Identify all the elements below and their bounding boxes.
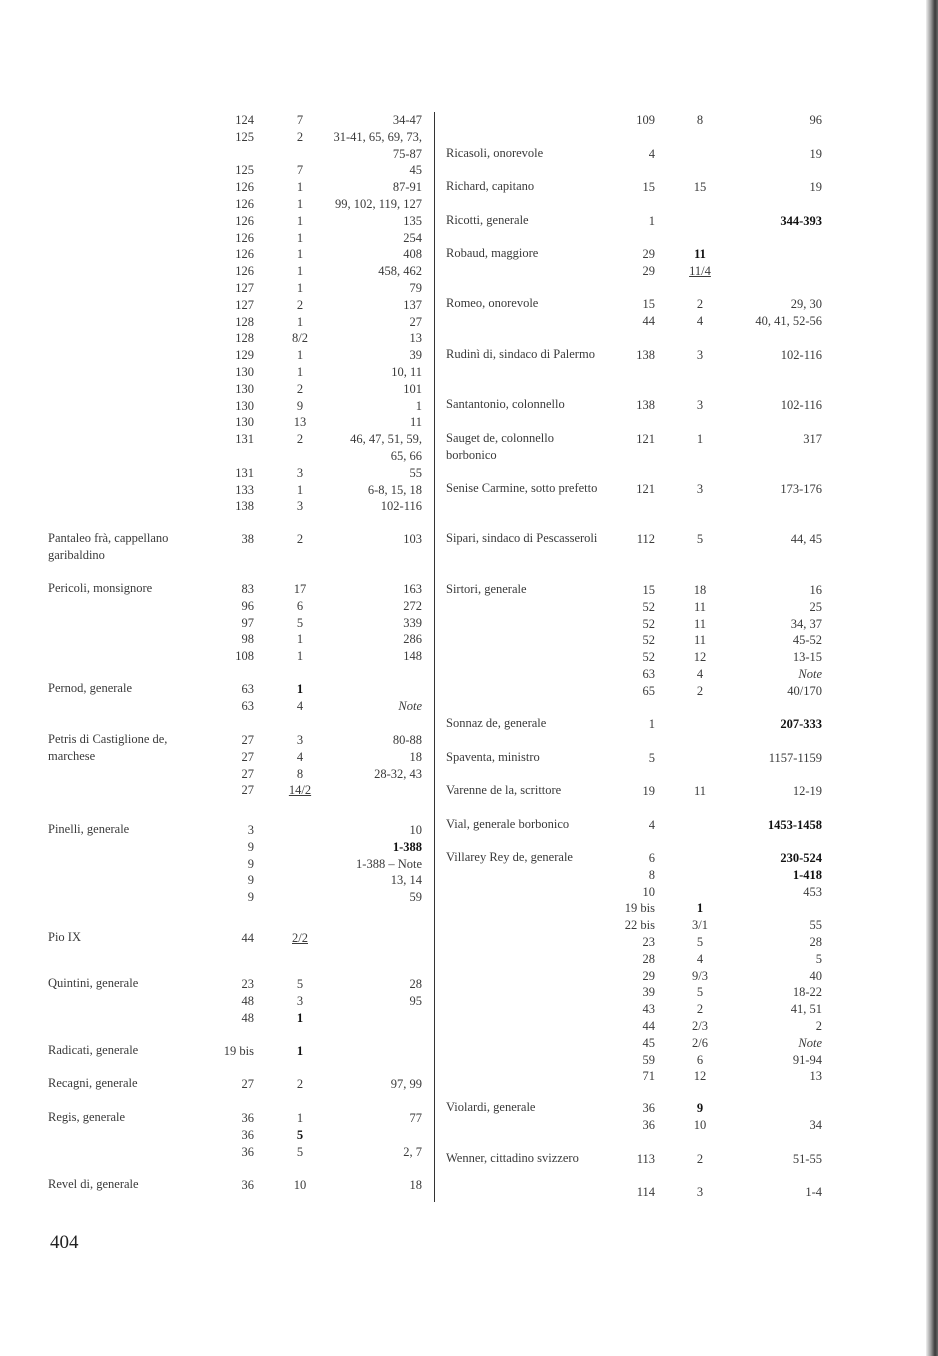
volume-number: 8 [648, 867, 655, 882]
index-entry-name: Ricasoli, onorevole [446, 146, 544, 160]
page-reference: 19 [809, 147, 822, 161]
volume-number: 44 [642, 313, 655, 328]
page-reference: 34 [809, 1117, 822, 1132]
document-number: 1 [296, 230, 304, 245]
page-reference: 1-388 – Note [356, 856, 422, 871]
index-entry-name: Sipari, sindaco di Pescasseroli [446, 531, 598, 545]
volume-number: 126 [235, 230, 254, 245]
volume-number: 130 [235, 365, 254, 379]
page-reference: 254 [403, 230, 422, 245]
volume-number: 130 [235, 398, 254, 413]
document-number: 3 [296, 499, 304, 514]
document-number: 8 [696, 113, 704, 127]
volume-number: 23 [642, 935, 655, 949]
page-reference: 34, 37 [790, 616, 822, 631]
volume-number: 19 [642, 784, 655, 798]
volume-number: 27 [241, 749, 254, 764]
document-number: 3/1 [692, 918, 708, 933]
document-number: 9/3 [692, 968, 708, 983]
volume-number: 124 [235, 113, 254, 127]
volume-number: 27 [241, 766, 254, 781]
volume-number: 83 [241, 582, 254, 596]
document-number: 1 [296, 314, 304, 329]
document-number: 11 [693, 599, 707, 614]
page-binding-shadow [926, 0, 938, 1356]
page-reference: 102-116 [380, 499, 422, 514]
volume-number: 9 [247, 839, 254, 854]
volume-number: 10 [642, 884, 655, 899]
volume-number: 1 [648, 717, 655, 731]
volume-number: 6 [648, 851, 655, 865]
volume-number: 5 [648, 751, 655, 765]
page-reference: 40 [809, 968, 822, 983]
page-reference: 29, 30 [790, 297, 822, 311]
page-reference: 46, 47, 51, 59, [350, 432, 422, 447]
document-number: 3 [696, 348, 704, 362]
volume-number: 109 [636, 113, 655, 127]
document-number: 5 [296, 615, 304, 630]
page-reference: 207-333 [780, 717, 822, 731]
page-reference: 44, 45 [790, 532, 822, 546]
index-entry-name: Pernod, generale [48, 681, 132, 695]
volume-number: 121 [636, 432, 655, 446]
page-reference: 18 [409, 749, 422, 764]
volume-number: 28 [642, 951, 655, 966]
document-number: 17 [293, 582, 307, 596]
volume-number: 4 [648, 818, 655, 832]
page-reference: 317 [803, 432, 822, 446]
index-entry-name: Ricotti, generale [446, 213, 529, 227]
page-reference: 77 [409, 1111, 422, 1125]
page-reference: 10, 11 [391, 365, 422, 379]
page-reference: 28 [409, 977, 422, 991]
volume-number: 126 [235, 197, 254, 211]
volume-number: 52 [642, 650, 655, 665]
page-reference: 339 [403, 615, 422, 630]
page-reference: 13 [409, 331, 422, 346]
page-reference: 11 [409, 415, 422, 430]
volume-number: 48 [241, 993, 254, 1008]
page-reference: 87-91 [392, 180, 422, 195]
document-number: 1 [296, 1111, 304, 1125]
volume-number: 4 [648, 147, 655, 161]
page-reference: 27 [409, 314, 422, 329]
page-reference: Note [398, 698, 422, 713]
index-entry-name: Sonnaz de, generale [446, 716, 547, 730]
document-number: 11/4 [689, 263, 711, 278]
page-reference: 80-88 [392, 733, 422, 747]
document-number: 1 [296, 264, 304, 279]
document-number: 2 [296, 532, 304, 546]
page-reference: 1-388 [392, 839, 422, 854]
page-reference: 19 [809, 180, 822, 194]
page-reference: Note [798, 667, 822, 681]
document-number: 2/3 [692, 1019, 708, 1033]
volume-number: 126 [235, 264, 254, 279]
document-number: 5 [696, 532, 704, 546]
document-number: 10 [293, 1178, 307, 1192]
document-number: 8 [296, 766, 304, 781]
document-number: 1 [296, 197, 304, 211]
page-reference: 31-41, 65, 69, 73, [333, 129, 422, 144]
page-reference: 2 [815, 1019, 822, 1033]
page-reference: 408 [403, 247, 422, 262]
page-reference: 453 [803, 884, 822, 899]
page-reference: 79 [409, 281, 422, 295]
page-reference: 18 [409, 1178, 422, 1192]
page-reference: 101 [403, 381, 422, 396]
volume-number: 125 [235, 163, 254, 178]
document-number: 2 [696, 1002, 704, 1017]
volume-number: 133 [235, 482, 254, 497]
page-reference: 103 [403, 532, 422, 546]
volume-number: 127 [235, 281, 254, 295]
document-number: 2/2 [292, 931, 308, 945]
page-reference: 102-116 [780, 398, 822, 412]
index-entry-name: Robaud, maggiore [446, 246, 539, 260]
page-reference: 45-52 [792, 633, 822, 648]
document-number: 3 [696, 482, 704, 496]
document-number: 3 [696, 1185, 704, 1199]
page-reference: 6-8, 15, 18 [367, 482, 422, 497]
page-reference: 28-32, 43 [374, 766, 422, 781]
document-number: 4 [296, 749, 304, 764]
index-entry-name: Vial, generale borbonico [446, 817, 570, 831]
index-entry-name: Quintini, generale [48, 976, 139, 990]
index-entry-name: Varenne de la, scrittore [446, 783, 562, 797]
volume-number: 15 [642, 180, 655, 194]
document-number: 15 [693, 180, 707, 194]
document-number: 2 [696, 1152, 704, 1166]
index-entry-name: Wenner, cittadino svizzero [446, 1151, 579, 1165]
page-reference: 65, 66 [390, 449, 422, 463]
page-reference: 28 [809, 935, 822, 949]
page-reference: 148 [403, 649, 422, 664]
page-reference: 13, 14 [390, 873, 422, 888]
volume-number: 114 [636, 1185, 655, 1199]
volume-number: 19 bis [223, 1044, 254, 1058]
document-number: 12 [693, 650, 707, 665]
volume-number: 97 [241, 615, 254, 630]
volume-number: 126 [235, 247, 254, 262]
volume-number: 48 [241, 1010, 254, 1025]
page-reference: 344-393 [780, 214, 822, 228]
volume-number: 63 [241, 682, 254, 696]
document-number: 7 [296, 113, 304, 127]
document-number: 8/2 [292, 331, 308, 346]
document-number: 2 [296, 129, 304, 144]
volume-number: 44 [642, 1019, 655, 1033]
volume-number: 63 [642, 667, 655, 681]
volume-number: 130 [235, 381, 254, 396]
index-entry-name: Revel di, generale [48, 1177, 139, 1191]
document-number: 1 [296, 482, 304, 497]
document-number: 1 [296, 365, 304, 379]
page-reference: 96 [809, 113, 822, 127]
volume-number: 29 [642, 263, 655, 278]
volume-number: 45 [642, 1035, 655, 1050]
volume-number: 52 [642, 616, 655, 631]
index-entry-name: Spaventa, ministro [446, 750, 540, 764]
index-entry-name: Romeo, onorevole [446, 296, 539, 310]
volume-number: 36 [642, 1101, 655, 1115]
page-reference: 1157-1159 [768, 751, 822, 765]
document-number: 5 [296, 1127, 304, 1142]
document-number: 13 [293, 415, 307, 430]
volume-number: 127 [235, 297, 254, 312]
page-number: 404 [50, 1232, 79, 1253]
page-reference: 272 [403, 598, 422, 613]
page-reference: 91-94 [792, 1052, 822, 1067]
volume-number: 138 [636, 398, 655, 412]
page-reference: 458, 462 [378, 264, 422, 279]
page-reference: 1453-1458 [767, 818, 822, 832]
page-reference: 55 [809, 918, 822, 933]
index-entry-name: Sauget de, colonnello borbonico [446, 431, 554, 462]
column-divider [434, 112, 435, 1202]
document-number: 4 [696, 667, 704, 681]
volume-number: 3 [247, 823, 254, 837]
document-number: 2 [296, 432, 304, 447]
index-entry-name: Pericoli, monsignore [48, 581, 153, 595]
document-number: 2 [696, 297, 704, 311]
volume-number: 131 [235, 432, 254, 447]
volume-number: 36 [241, 1127, 254, 1142]
document-number: 1 [696, 432, 704, 446]
index-entry-name: Violardi, generale [446, 1100, 536, 1114]
page-reference: 99, 102, 119, 127 [334, 197, 422, 211]
document-number: 12 [693, 1069, 707, 1084]
volume-number: 15 [642, 583, 655, 597]
index-entry-name: Villarey Rey de, generale [446, 850, 573, 864]
page-reference: 34-47 [392, 113, 422, 127]
volume-number: 125 [235, 129, 254, 144]
volume-number: 36 [642, 1117, 655, 1132]
document-number: 5 [296, 977, 304, 991]
volume-number: 98 [241, 632, 254, 647]
page-reference: 59 [409, 890, 422, 905]
document-number: 5 [696, 985, 704, 1000]
document-number: 5 [696, 935, 704, 949]
document-number: 5 [296, 1144, 304, 1159]
page-reference: 18-22 [792, 985, 822, 1000]
index-entry-name: Senise Carmine, sotto prefetto [446, 481, 598, 495]
page-reference: 39 [409, 348, 422, 363]
page-reference: 95 [409, 993, 422, 1008]
page-reference: 13 [809, 1069, 822, 1084]
index-entry-name: Richard, capitano [446, 179, 535, 193]
document-number: 1 [296, 1044, 304, 1058]
document-number: 4 [296, 698, 304, 713]
document-number: 18 [693, 583, 707, 597]
volume-number: 126 [235, 180, 254, 195]
page-reference: 75-87 [392, 146, 422, 161]
document-number: 6 [696, 1052, 704, 1067]
index-entry-name: Regis, generale [48, 1110, 126, 1124]
document-number: 1 [296, 649, 304, 664]
document-number: 3 [696, 398, 704, 412]
document-number: 11 [693, 784, 707, 798]
document-number: 1 [296, 281, 304, 295]
volume-number: 29 [642, 968, 655, 983]
volume-number: 65 [642, 683, 655, 698]
page-reference: 16 [809, 583, 822, 597]
volume-number: 138 [636, 348, 655, 362]
volume-number: 27 [241, 1077, 254, 1091]
index-entry-name: Radicati, generale [48, 1043, 139, 1057]
document-number: 11 [693, 633, 707, 648]
document-number: 1 [296, 1010, 304, 1025]
volume-number: 15 [642, 297, 655, 311]
document-number: 1 [296, 213, 304, 228]
document-number: 2/6 [692, 1035, 708, 1050]
volume-number: 9 [247, 856, 254, 871]
page-reference: 2, 7 [403, 1144, 422, 1159]
document-number: 3 [296, 465, 304, 480]
volume-number: 27 [241, 783, 254, 798]
volume-number: 29 [642, 247, 655, 261]
page-reference: 5 [815, 951, 822, 966]
volume-number: 138 [235, 499, 254, 514]
index-entry-name: Sirtori, generale [446, 582, 527, 596]
page-reference: 135 [403, 213, 422, 228]
volume-number: 38 [241, 532, 254, 546]
document-number: 7 [296, 163, 304, 178]
volume-number: 113 [636, 1152, 655, 1166]
index-entry-name: Pinelli, generale [48, 822, 130, 836]
page-reference: 10 [409, 823, 422, 837]
document-number: 1 [296, 632, 304, 647]
volume-number: 128 [235, 331, 254, 346]
volume-number: 43 [642, 1002, 655, 1017]
index-entry-name: Rudinì di, sindaco di Palermo [446, 347, 595, 361]
volume-number: 126 [235, 213, 254, 228]
document-number: 14/2 [288, 783, 312, 798]
volume-number: 23 [241, 977, 254, 991]
page-reference: 12-19 [792, 784, 822, 798]
volume-number: 19 bis [624, 901, 655, 916]
page-reference: 13-15 [792, 650, 822, 665]
page-reference: 97, 99 [390, 1077, 422, 1091]
document-number: 2 [696, 683, 704, 698]
volume-number: 52 [642, 633, 655, 648]
page-reference: 102-116 [780, 348, 822, 362]
page-reference: 40, 41, 52-56 [755, 313, 822, 328]
document-number: 1 [296, 247, 304, 262]
volume-number: 36 [241, 1178, 254, 1192]
volume-number: 59 [642, 1052, 655, 1067]
document-number: 1 [296, 348, 304, 363]
page-reference: 173-176 [780, 482, 822, 496]
document-number: 3 [296, 993, 304, 1008]
volume-number: 1 [648, 214, 655, 228]
document-number: 4 [696, 951, 704, 966]
index-entry-name: Petris di Castiglione de, marchese [48, 732, 168, 763]
document-number: 2 [296, 381, 304, 396]
page-reference: 286 [403, 632, 422, 647]
document-number: 4 [696, 313, 704, 328]
document-number: 1 [296, 180, 304, 195]
page-reference: 230-524 [780, 851, 822, 865]
volume-number: 22 bis [624, 918, 655, 933]
volume-number: 112 [636, 532, 655, 546]
document-number: 2 [296, 297, 304, 312]
volume-number: 129 [235, 348, 254, 363]
page-reference: 55 [409, 465, 422, 480]
document-number: 9 [296, 398, 304, 413]
page-reference: 45 [409, 163, 422, 178]
index-entry-name: Recagni, generale [48, 1076, 138, 1090]
volume-number: 121 [636, 482, 655, 496]
volume-number: 9 [247, 873, 254, 888]
document-number: 3 [296, 733, 304, 747]
document-number: 2 [296, 1077, 304, 1091]
page-reference: 137 [403, 297, 422, 312]
volume-number: 39 [642, 985, 655, 1000]
volume-number: 36 [241, 1144, 254, 1159]
page-reference: 1-418 [792, 867, 822, 882]
volume-number: 71 [642, 1069, 655, 1084]
volume-number: 44 [241, 931, 254, 945]
page-reference: 1-4 [805, 1185, 822, 1199]
document-number: 1 [296, 682, 304, 696]
document-number: 6 [296, 598, 304, 613]
document-number: 11 [693, 616, 707, 631]
document-number: 11 [694, 247, 706, 261]
index-entry-name: Pantaleo frà, cappellano garibaldino [48, 531, 169, 562]
volume-number: 131 [235, 465, 254, 480]
page-reference: 40/170 [787, 683, 822, 698]
volume-number: 108 [235, 649, 254, 664]
index-entry-name: Santantonio, colonnello [446, 397, 565, 411]
volume-number: 96 [241, 598, 254, 613]
page-reference: 51-55 [792, 1152, 822, 1166]
volume-number: 52 [642, 599, 655, 614]
index-entry-name: Pio IX [48, 930, 81, 944]
volume-number: 130 [235, 415, 254, 430]
volume-number: 36 [241, 1111, 254, 1125]
volume-number: 128 [235, 314, 254, 329]
page-reference: 163 [403, 582, 422, 596]
volume-number: 9 [247, 890, 254, 905]
page-reference: 1 [415, 398, 422, 413]
page-reference: 41, 51 [790, 1002, 822, 1017]
document-number: 10 [693, 1117, 707, 1132]
volume-number: 27 [241, 733, 254, 747]
page-reference: Note [798, 1035, 822, 1050]
volume-number: 63 [241, 698, 254, 713]
document-number: 9 [696, 1101, 704, 1115]
document-number: 1 [696, 901, 704, 916]
page-reference: 25 [809, 599, 822, 614]
